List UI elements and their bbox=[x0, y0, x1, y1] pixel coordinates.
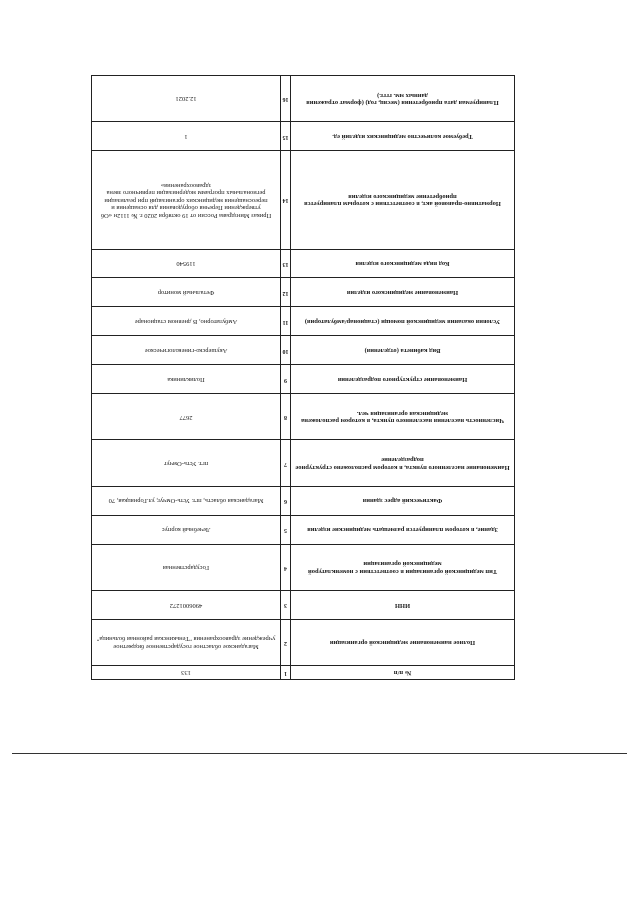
row-label: Планируемая дата приобретения (месяц, год) (формат отражения данных мм. гггг.) bbox=[291, 76, 515, 122]
row-num: 11 bbox=[281, 307, 291, 336]
row-num: 3 bbox=[281, 590, 291, 619]
table-row bbox=[92, 365, 515, 394]
row-num: 2 bbox=[281, 619, 291, 665]
row-value: Государственная bbox=[92, 544, 281, 590]
row-value: 12.2021 bbox=[92, 76, 281, 122]
table-row bbox=[92, 307, 515, 336]
table-row bbox=[92, 619, 515, 665]
header-num: 1 bbox=[281, 666, 291, 680]
page-separator-line bbox=[12, 753, 627, 754]
row-num: 4 bbox=[281, 544, 291, 590]
row-label: Код вида медицинского изделия bbox=[291, 249, 515, 278]
row-value: Поликлиника bbox=[92, 365, 281, 394]
rotated-scan-table bbox=[95, 75, 515, 680]
row-label: Вид кабинета (отделения) bbox=[291, 336, 515, 365]
row-value: Приказ Минздрава России от 19 октября 2020 г. № 1112н «Об утверждении Перечня оборудования для оснащения и переоснащения медицинских организаций при реализации региональных программ модернизации первичного звена здравоохранения» bbox=[92, 151, 281, 249]
header-value: 133 bbox=[92, 666, 281, 680]
row-label: Здание, в котором планируется размещать медицинские изделия bbox=[291, 515, 515, 544]
row-num: 15 bbox=[281, 122, 291, 151]
row-num: 5 bbox=[281, 515, 291, 544]
row-label: Полное наименование медицинской организации bbox=[291, 619, 515, 665]
row-label: Наименование населенного пункта, в котором расположено структурное подразделение bbox=[291, 440, 515, 486]
table-row bbox=[92, 394, 515, 440]
row-num: 13 bbox=[281, 249, 291, 278]
row-label: Наименование медицинского изделия bbox=[291, 278, 515, 307]
row-value: 119540 bbox=[92, 249, 281, 278]
header-label: № п/п bbox=[291, 666, 515, 680]
row-num: 7 bbox=[281, 440, 291, 486]
equipment-table bbox=[91, 75, 515, 680]
table-row bbox=[92, 151, 515, 249]
row-value: Акушерско-гинекологическое bbox=[92, 336, 281, 365]
row-num: 10 bbox=[281, 336, 291, 365]
table-row bbox=[92, 515, 515, 544]
table-row bbox=[92, 249, 515, 278]
row-value: Лечебный корпус bbox=[92, 515, 281, 544]
row-value: Фетальный монитор bbox=[92, 278, 281, 307]
row-value: 4906001272 bbox=[92, 590, 281, 619]
row-value: Амбулаторно, В дневном стационаре bbox=[92, 307, 281, 336]
row-value: 1 bbox=[92, 122, 281, 151]
table-row bbox=[92, 590, 515, 619]
row-label: Тип медицинской организации в соответствии с номенклатурой медицинской организации bbox=[291, 544, 515, 590]
row-num: 16 bbox=[281, 76, 291, 122]
row-label: Требуемое количество медицинских изделий ед. bbox=[291, 122, 515, 151]
row-label: ИНН bbox=[291, 590, 515, 619]
table-row bbox=[92, 544, 515, 590]
row-value: 2677 bbox=[92, 394, 281, 440]
row-num: 12 bbox=[281, 278, 291, 307]
table-row bbox=[92, 278, 515, 307]
row-num: 8 bbox=[281, 394, 291, 440]
row-num: 14 bbox=[281, 151, 291, 249]
table-body bbox=[92, 76, 515, 680]
table-row bbox=[92, 440, 515, 486]
row-label: Наименование структурного подразделения bbox=[291, 365, 515, 394]
row-num: 9 bbox=[281, 365, 291, 394]
table-row bbox=[92, 76, 515, 122]
table-row bbox=[92, 336, 515, 365]
row-label: Фактический адрес здания bbox=[291, 486, 515, 515]
table-row bbox=[92, 122, 515, 151]
row-label: Численность населения населенного пункта, в котором расположена медицинская организация чел. bbox=[291, 394, 515, 440]
row-value: Магаданское областное государственное бюджетное учреждение здравоохранения "Тенькинская районная больница" bbox=[92, 619, 281, 665]
row-label: Нормативно-правовой акт, в соответствии с которым планируется приобретение медицинского изделия bbox=[291, 151, 515, 249]
row-label: Условия оказания медицинской помощи (стационар/амбулатория) bbox=[291, 307, 515, 336]
table-header-row bbox=[92, 666, 515, 680]
row-value: Магаданская область, пгт. Усть-Омчуг, ул.Горняцкая, 70 bbox=[92, 486, 281, 515]
row-num: 6 bbox=[281, 486, 291, 515]
row-value: пгт. Усть-Омчуг bbox=[92, 440, 281, 486]
table-row bbox=[92, 486, 515, 515]
